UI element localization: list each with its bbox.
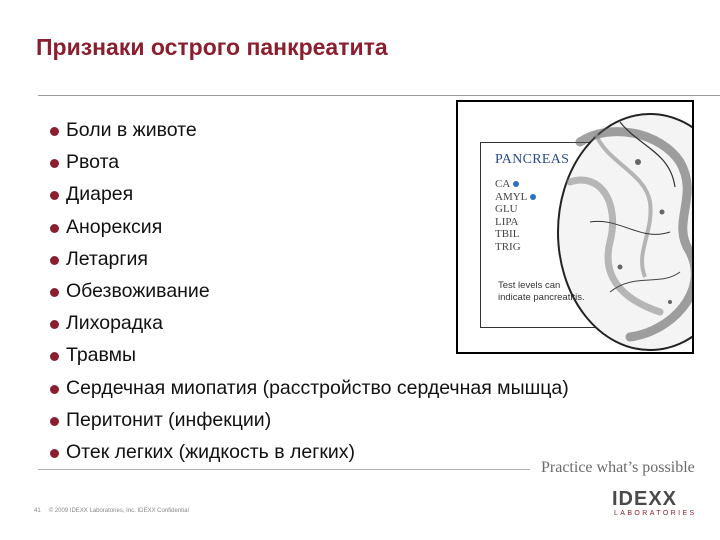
- test-item: [495, 203, 536, 216]
- idexx-logo: IDEXX: [612, 488, 678, 510]
- list-item: [50, 374, 569, 406]
- pancreas-tissue-illustration: [550, 102, 694, 354]
- list-item-text: Летаргия: [66, 247, 148, 270]
- list-item-text: Сердечная миопатия (расстройство сердечная мышца): [66, 376, 569, 399]
- test-item: [495, 241, 536, 254]
- bullet-dot-icon: [50, 159, 59, 168]
- idexx-logo-subtitle: LABORATORIES: [614, 510, 697, 517]
- list-item-text: Рвота: [66, 151, 120, 174]
- list-item-text: Травмы: [66, 344, 137, 367]
- bullet-dot-icon: [50, 256, 59, 265]
- bullet-dot-icon: [50, 352, 59, 361]
- test-label: CA: [495, 178, 511, 190]
- test-label: GLU: [495, 203, 518, 215]
- list-item: [50, 406, 569, 438]
- footer-divider: [38, 469, 530, 470]
- bullet-dot-icon: [50, 417, 59, 426]
- highlight-dot-icon: [530, 194, 536, 200]
- list-item-text: Перитонит (инфекции): [66, 408, 272, 431]
- copyright-text: © 2009 IDEXX Laboratories, Inc. IDEXX Confidential: [48, 508, 189, 514]
- highlight-dot-icon: [513, 181, 519, 187]
- test-item: [495, 178, 536, 191]
- test-item: [495, 216, 536, 229]
- page-number: 41: [34, 508, 41, 514]
- test-list: [495, 178, 536, 253]
- bullet-dot-icon: [50, 449, 59, 458]
- test-item: [495, 228, 536, 241]
- bullet-dot-icon: [50, 127, 59, 136]
- bullet-dot-icon: [50, 320, 59, 329]
- title-divider: [38, 95, 720, 96]
- list-item-text: Отек легких (жидкость в легких): [66, 440, 356, 463]
- bullet-dot-icon: [50, 191, 59, 200]
- test-label: TBIL: [495, 228, 520, 240]
- list-item-text: Обезвоживание: [66, 279, 210, 302]
- pancreas-figure: [456, 100, 694, 354]
- bullet-dot-icon: [50, 385, 59, 394]
- list-item: [50, 438, 569, 470]
- brand-tagline: Practice what’s possible: [541, 459, 695, 476]
- list-item-text: Анорексия: [66, 215, 163, 238]
- slide-title: Признаки острого панкреатита: [36, 34, 388, 60]
- list-item-text: Лихорадка: [66, 312, 163, 335]
- panel-note: Test levels can indicate pancreatitis.: [498, 280, 585, 303]
- test-label: TRIG: [495, 240, 521, 253]
- bullet-dot-icon: [50, 288, 59, 297]
- bullet-dot-icon: [50, 224, 59, 233]
- list-item-text: Боли в животе: [66, 119, 197, 141]
- panel-title: PANCREAS: [495, 152, 570, 167]
- test-label: LIPA: [495, 215, 519, 228]
- test-label: AMYL: [495, 190, 528, 203]
- slide-footer: [34, 508, 189, 514]
- list-item-text: Диарея: [66, 183, 134, 206]
- test-item: [495, 191, 536, 204]
